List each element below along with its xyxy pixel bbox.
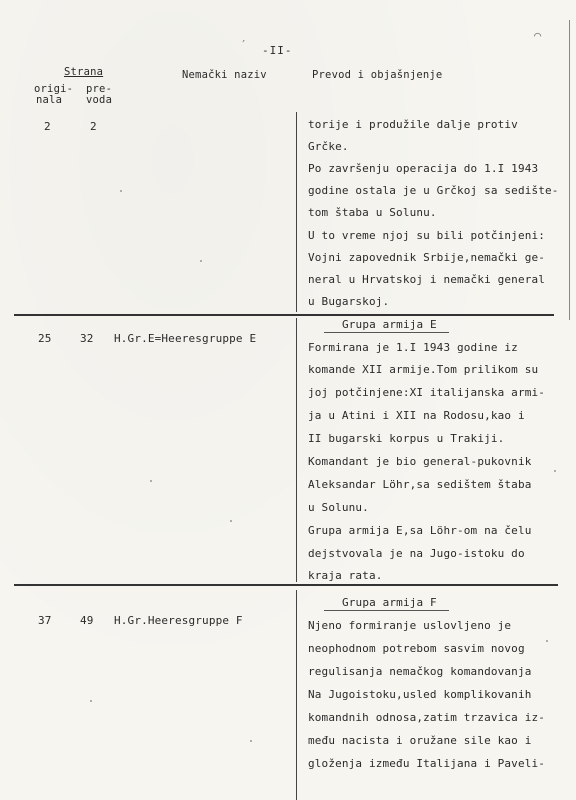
page-edge (569, 20, 570, 320)
text-line: Po završenju operacija do 1.I 1943 (308, 162, 539, 175)
row-divider-2 (14, 584, 558, 586)
header-originala-2: nala (36, 94, 63, 106)
translation-page: 2 (90, 120, 97, 133)
header-strana: Strana (64, 66, 104, 78)
text-line: Komandant je bio general-pukovnik (308, 455, 532, 468)
text-line: tom štaba u Solunu. (308, 206, 437, 219)
section-title: Grupa armija E (342, 318, 437, 331)
text-line: među nacista i oružane sile kao i (308, 734, 532, 747)
column-divider-top (296, 112, 297, 312)
pen-mark: ′ (240, 38, 248, 52)
text-line: dejstvovala je na Jugo-istoku do (308, 547, 525, 560)
translation-page: 32 (80, 332, 94, 345)
text-line: u Bugarskoj. (308, 295, 390, 308)
header-prevod: Prevod i objašnjenje (312, 69, 443, 81)
header-prevoda-2: voda (86, 94, 113, 106)
text-line: komande XII armije.Tom prilikom su (308, 363, 539, 376)
row-divider-1 (14, 314, 554, 316)
column-divider-mid (296, 318, 297, 582)
text-line: II bugarski korpus u Trakiji. (308, 432, 505, 445)
text-line: Vojni zapovednik Srbije,nemački ge- (308, 251, 546, 264)
paper-speck (120, 190, 122, 192)
text-line: kraja rata. (308, 569, 383, 582)
text-line: Grupa armija E,sa Löhr-om na čelu (308, 524, 532, 537)
text-line: joj potčinjene:XI italijanska armi- (308, 386, 546, 399)
page-number: -II- (262, 44, 293, 57)
original-page: 37 (38, 614, 52, 627)
paper-speck (230, 520, 232, 522)
column-divider-bottom (296, 590, 297, 800)
text-line: u Solunu. (308, 501, 369, 514)
text-line: Njeno formiranje uslovljeno je (308, 619, 512, 632)
paper-speck (554, 470, 556, 472)
text-line: Formirana je 1.I 1943 godine iz (308, 341, 518, 354)
text-line: Grčke. (308, 140, 349, 153)
paper-speck (150, 480, 152, 482)
header-originala-1: origi- (34, 83, 74, 95)
translation-page: 49 (80, 614, 94, 627)
header-nemacki-naziv: Nemački naziv (182, 69, 267, 81)
text-line: Aleksandar Löhr,sa sedištem štaba (308, 478, 532, 491)
text-line: Na Jugoistoku,usled komplikovanih (308, 688, 532, 701)
corner-mark: ⌒ (534, 28, 542, 42)
german-name: H.Gr.Heeresgruppe F (114, 614, 243, 627)
original-page: 2 (44, 120, 51, 133)
text-line: neral u Hrvatskoj i nemački general (308, 273, 546, 286)
text-line: U to vreme njoj su bili potčinjeni: (308, 229, 546, 242)
header-prevoda-1: pre- (86, 83, 113, 95)
text-line: komandnih odnosa,zatim trzavica iz- (308, 711, 546, 724)
section-title: Grupa armija F (342, 596, 437, 609)
german-name: H.Gr.E=Heeresgruppe E (114, 332, 257, 345)
text-line: godine ostala je u Grčkoj sa sedište- (308, 184, 559, 197)
text-line: ja u Atini i XII na Rodosu,kao i (308, 409, 525, 422)
text-line: regulisanja nemačkog komandovanja (308, 665, 532, 678)
text-line: torije i produžile dalje protiv (308, 118, 518, 131)
paper-speck (90, 700, 92, 702)
original-page: 25 (38, 332, 52, 345)
text-line: neophodnom potrebom sasvim novog (308, 642, 525, 655)
text-line: gloženja između Italijana i Paveli- (308, 757, 546, 770)
paper-speck (546, 640, 548, 642)
paper-speck (200, 260, 202, 262)
paper-speck (250, 740, 252, 742)
